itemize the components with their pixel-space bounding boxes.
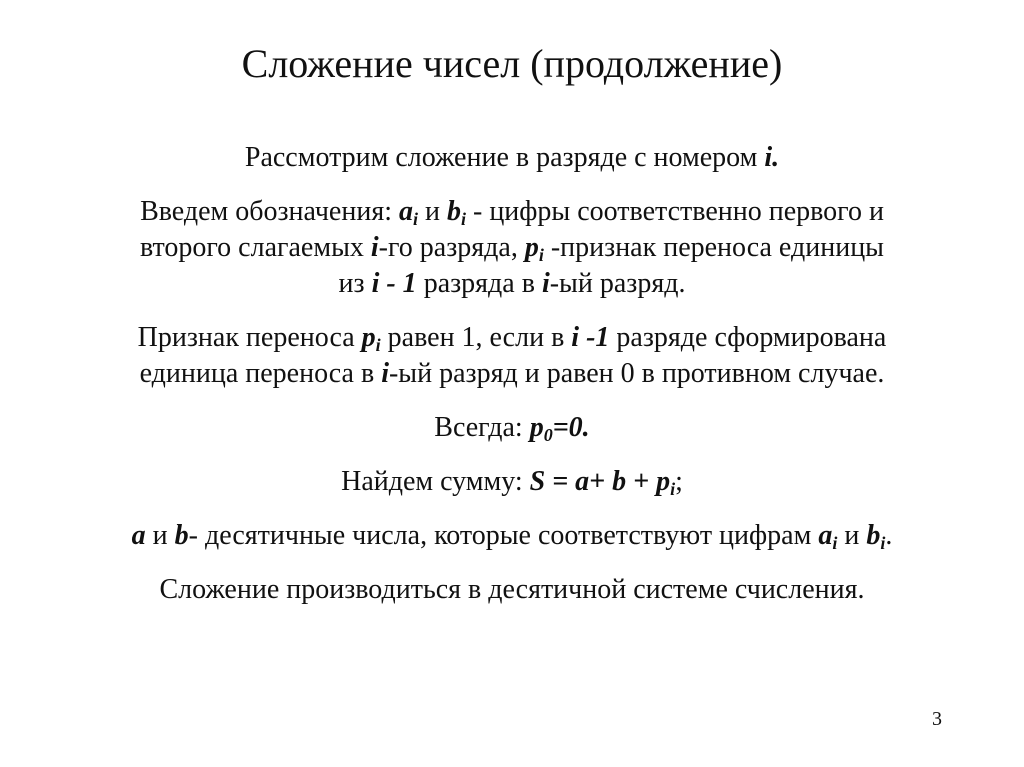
text: из: [338, 268, 372, 299]
subscript: i: [880, 533, 886, 553]
paragraph-sum: [20, 464, 1004, 500]
var-a: a: [818, 520, 833, 551]
subscript: i: [670, 479, 676, 499]
text: - цифры соответственно первого и: [466, 196, 884, 227]
text-consider: Рассмотрим сложение в разряде с номером: [244, 142, 765, 173]
text: - десятичные числа, которые соответствуют цифрам: [188, 520, 819, 551]
var-b: b: [174, 520, 189, 551]
text: равен 1, если в: [380, 322, 572, 353]
var-i: i: [381, 358, 389, 389]
var-p: p: [524, 232, 539, 263]
subscript: i: [538, 245, 544, 265]
var-a: a: [398, 196, 413, 227]
var-p: p: [361, 322, 376, 353]
var-i: i: [541, 268, 550, 299]
formula: =0.: [552, 412, 590, 443]
subscript: i: [375, 335, 381, 355]
text: Признак переноса: [137, 322, 362, 353]
var-p: p: [529, 412, 544, 443]
var-i: i: [764, 142, 773, 173]
paragraph-decimal-system: [20, 572, 1004, 608]
subscript: 0: [543, 425, 553, 445]
text: единица переноса в: [139, 358, 382, 389]
punct: .: [772, 142, 780, 173]
paragraph-always: [20, 410, 1004, 446]
text: второго слагаемых: [140, 232, 371, 263]
var-b: b: [866, 520, 881, 551]
subscript: i: [460, 209, 466, 229]
punct: .: [885, 520, 893, 551]
var-i-minus-1: i - 1: [371, 268, 417, 299]
subscript: i: [412, 209, 418, 229]
text: -го разряда,: [378, 232, 525, 263]
var-a: a: [131, 520, 146, 551]
slide-title: Сложение чисел (продолжение): [241, 41, 783, 86]
paragraph-decimal-numbers: [20, 518, 1004, 554]
var-i: i: [370, 232, 379, 263]
paragraph-carry: [20, 320, 1004, 392]
punct: ;: [675, 466, 683, 497]
paragraph-notation: [20, 194, 1004, 302]
text: разряде сформирована: [609, 322, 887, 353]
text: и: [418, 196, 447, 227]
text: и: [837, 520, 867, 551]
page-number: 3: [932, 708, 942, 730]
paragraph-consider: [20, 140, 1004, 176]
var-i-minus-1: i -1: [571, 322, 610, 353]
text: -признак переноса единицы: [543, 232, 884, 263]
slide-body: [20, 140, 1004, 626]
text: Сложение производиться в десятичной системе счисления.: [159, 574, 865, 605]
text: -ый разряд и равен 0 в противном случае.: [388, 358, 885, 389]
text: и: [145, 520, 175, 551]
text: разряда в: [416, 268, 542, 299]
text: Всегда:: [434, 412, 530, 443]
var-b: b: [446, 196, 461, 227]
subscript: i: [832, 533, 838, 553]
text: Введем обозначения:: [140, 196, 399, 227]
sum-formula: S = a+ b + p: [529, 466, 671, 497]
text: -ый разряд.: [549, 268, 686, 299]
text: Найдем сумму:: [341, 466, 530, 497]
